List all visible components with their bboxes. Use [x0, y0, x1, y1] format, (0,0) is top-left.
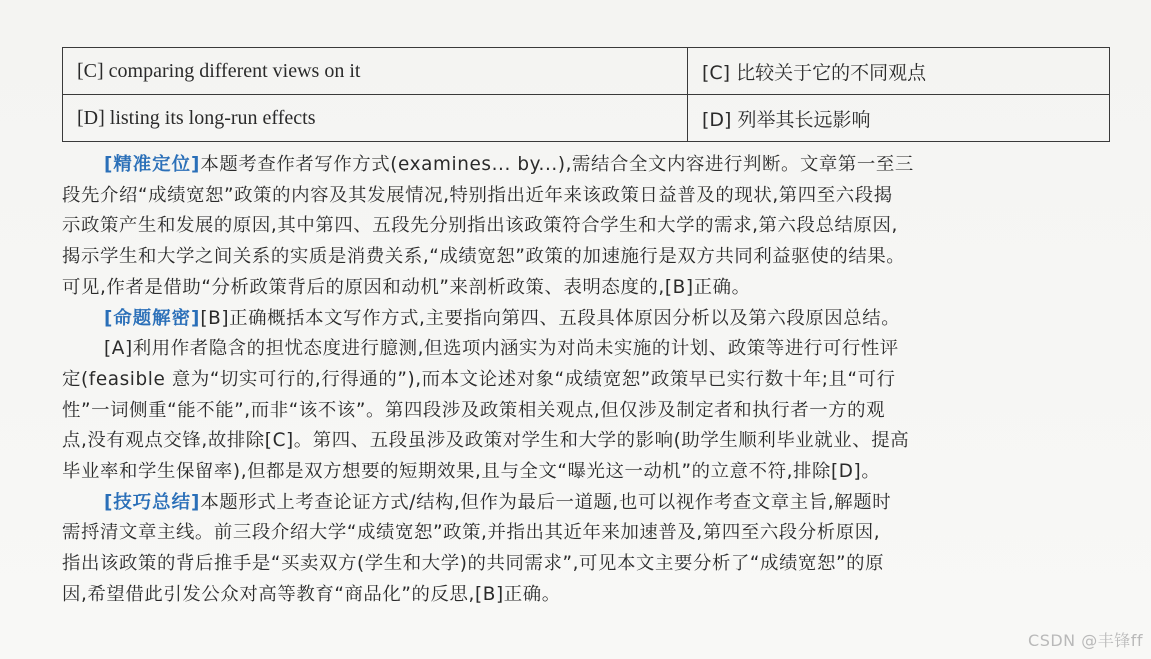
section-proposition-decoding — [62, 304, 1114, 335]
text-line: [技巧总结]本题形式上考查论证方式/结构,但作为最后一道题,也可以视作考查文章主旨,解题时 — [104, 491, 892, 513]
watermark: CSDN @丰锋ff — [1028, 631, 1143, 650]
text-line: 因,希望借此引发公众对高等教育“商品化”的反思,[B]正确。 — [62, 583, 561, 605]
option-row-d — [63, 95, 1110, 142]
option-row-c — [63, 48, 1110, 95]
text-line: 示政策产生和发展的原因,其中第四、五段先分别指出该政策符合学生和大学的需求,第六段总结原因, — [62, 215, 898, 237]
option-c-english: [C] comparing different views on it — [63, 48, 688, 95]
analysis-text — [62, 150, 1114, 611]
text-line: 可见,作者是借助“分析政策背后的原因和动机”来剖析政策、表明态度的,[B]正确。 — [62, 276, 751, 298]
option-d-chinese: [D] 列举其长远影响 — [688, 95, 1110, 142]
text-line: [精准定位]本题考查作者写作方式(examines... by...),需结合全文内容进行判断。文章第一至三 — [104, 154, 914, 175]
text-line: 指出该政策的背后推手是“买卖双方(学生和大学)的共同需求”,可见本文主要分析了“成绩宽恕”的原 — [62, 553, 885, 575]
section-skill-summary — [62, 488, 1114, 611]
text-line: 定(feasible 意为“切实可行的,行得通的”),而本文论述对象“成绩宽恕”政策早已实行数十年;且“可行 — [62, 368, 896, 390]
section-precise-positioning — [62, 150, 1114, 304]
text-line: [A]利用作者隐含的担忧态度进行臆测,但选项内涵实为对尚未实施的计划、政策等进行可行性评 — [104, 338, 899, 360]
text-line: 性”一词侧重“能不能”,而非“该不该”。第四段涉及政策相关观点,但仅涉及制定者和执行者一方的观 — [62, 399, 886, 421]
section-tag: [命题解密] — [104, 307, 201, 329]
text-line: 毕业率和学生保留率),但都是双方想要的短期效果,且与全文“曝光这一动机”的立意不符,排除[D]。 — [62, 461, 881, 483]
text-line: [命题解密][B]正确概括本文写作方式,主要指向第四、五段具体原因分析以及第六段原因总结。 — [104, 307, 901, 329]
option-d-english: [D] listing its long-run effects — [63, 95, 688, 142]
options-table — [62, 47, 1110, 142]
section-tag: [技巧总结] — [104, 491, 201, 513]
text-line: 点,没有观点交锋,故排除[C]。第四、五段虽涉及政策对学生和大学的影响(助学生顺利毕业就业、提高 — [62, 430, 910, 452]
text-line: 揭示学生和大学之间关系的实质是消费关系,“成绩宽恕”政策的加速施行是双方共同利益驱使的结果。 — [62, 246, 906, 268]
text-line: 段先介绍“成绩宽恕”政策的内容及其发展情况,特别指出近年来该政策日益普及的现状,第四至六段揭 — [62, 184, 893, 206]
option-c-chinese: [C] 比较关于它的不同观点 — [688, 48, 1110, 95]
text-line: 需捋清文章主线。前三段介绍大学“成绩宽恕”政策,并指出其近年来加速普及,第四至六段分析原因, — [62, 522, 881, 544]
section-option-analysis — [62, 334, 1114, 488]
section-tag: [精准定位] — [104, 154, 201, 175]
